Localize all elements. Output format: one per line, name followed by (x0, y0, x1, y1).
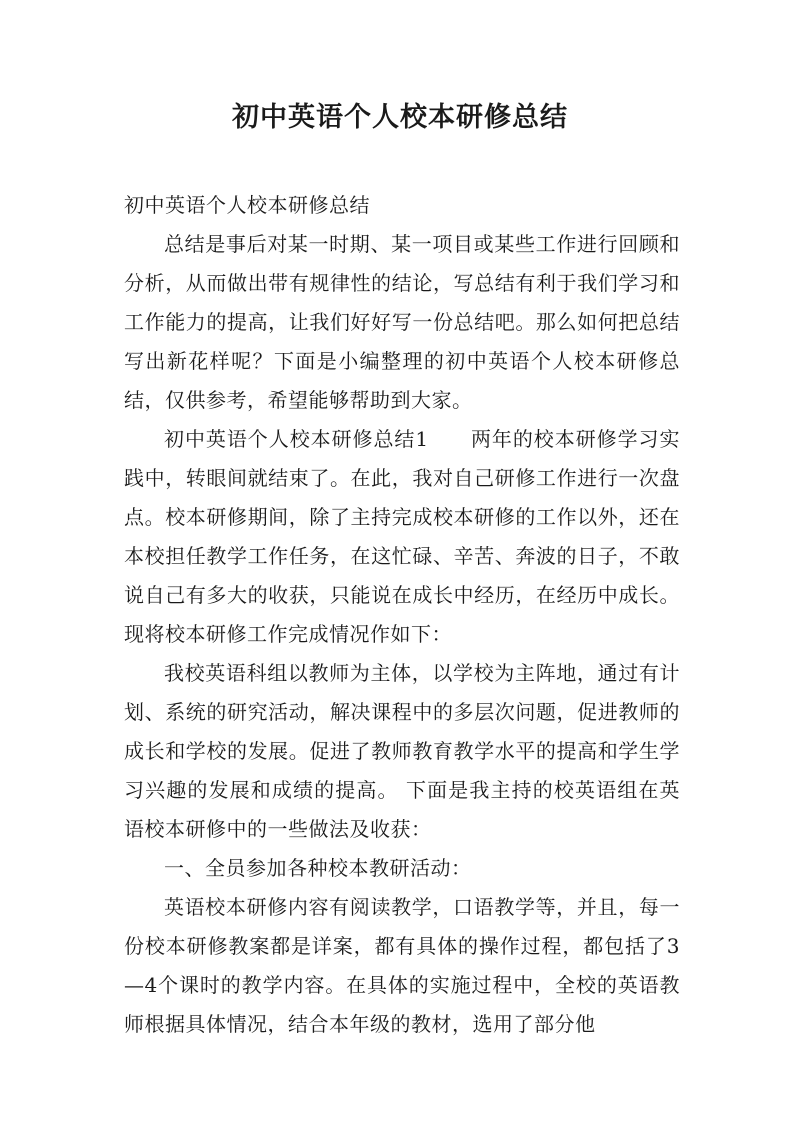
document-subtitle: 初中英语个人校本研修总结 (124, 193, 370, 217)
document-body (124, 186, 680, 1044)
paragraph-intro: 总结是事后对某一时期、某一项目或某些工作进行回顾和分析，从而做出带有规律性的结论，写总结有利于我们学习和工作能力的提高，让我们好好写一份总结吧。那么如何把总结写出新花样呢？下面是小编整理的初中英语个人校本研修总结，仅供参考，希望能够帮助到大家。 (124, 232, 680, 412)
document-title: 初中英语个人校本研修总结 (232, 102, 568, 133)
paragraph-group-practice: 我校英语科组以教师为主体，以学校为主阵地，通过有计划、系统的研究活动，解决课程中的多层次问题，促进教师的成长和学校的发展。促进了教师教育教学水平的提高和学生学习兴趣的发展和成绩的提高。 下面是我主持的校英语组在英语校本研修中的一些做法及收获： (124, 661, 680, 841)
paragraph-content: 英语校本研修内容有阅读教学，口语教学等，并且，每一份校本研修教案都是详案，都有具体的操作过程，都包括了3—4个课时的教学内容。在具体的实施过程中，全校的英语教师根据具体情况，结合本年级的教材，选用了部分他 (124, 895, 680, 1036)
section-heading-1: 一、全员参加各种校本教研活动： (164, 856, 472, 880)
paragraph-summary-1: 初中英语个人校本研修总结1 两年的校本研修学习实践中，转眼间就结束了。在此，我对自己研修工作进行一次盘点。校本研修期间，除了主持完成校本研修的工作以外，还在本校担任教学工作任务，在这忙碌、辛苦、奔波的日子，不敢说自己有多大的收获，只能说在成长中经历，在经历中成长。现将校本研修工作完成情况作如下： (124, 427, 680, 646)
